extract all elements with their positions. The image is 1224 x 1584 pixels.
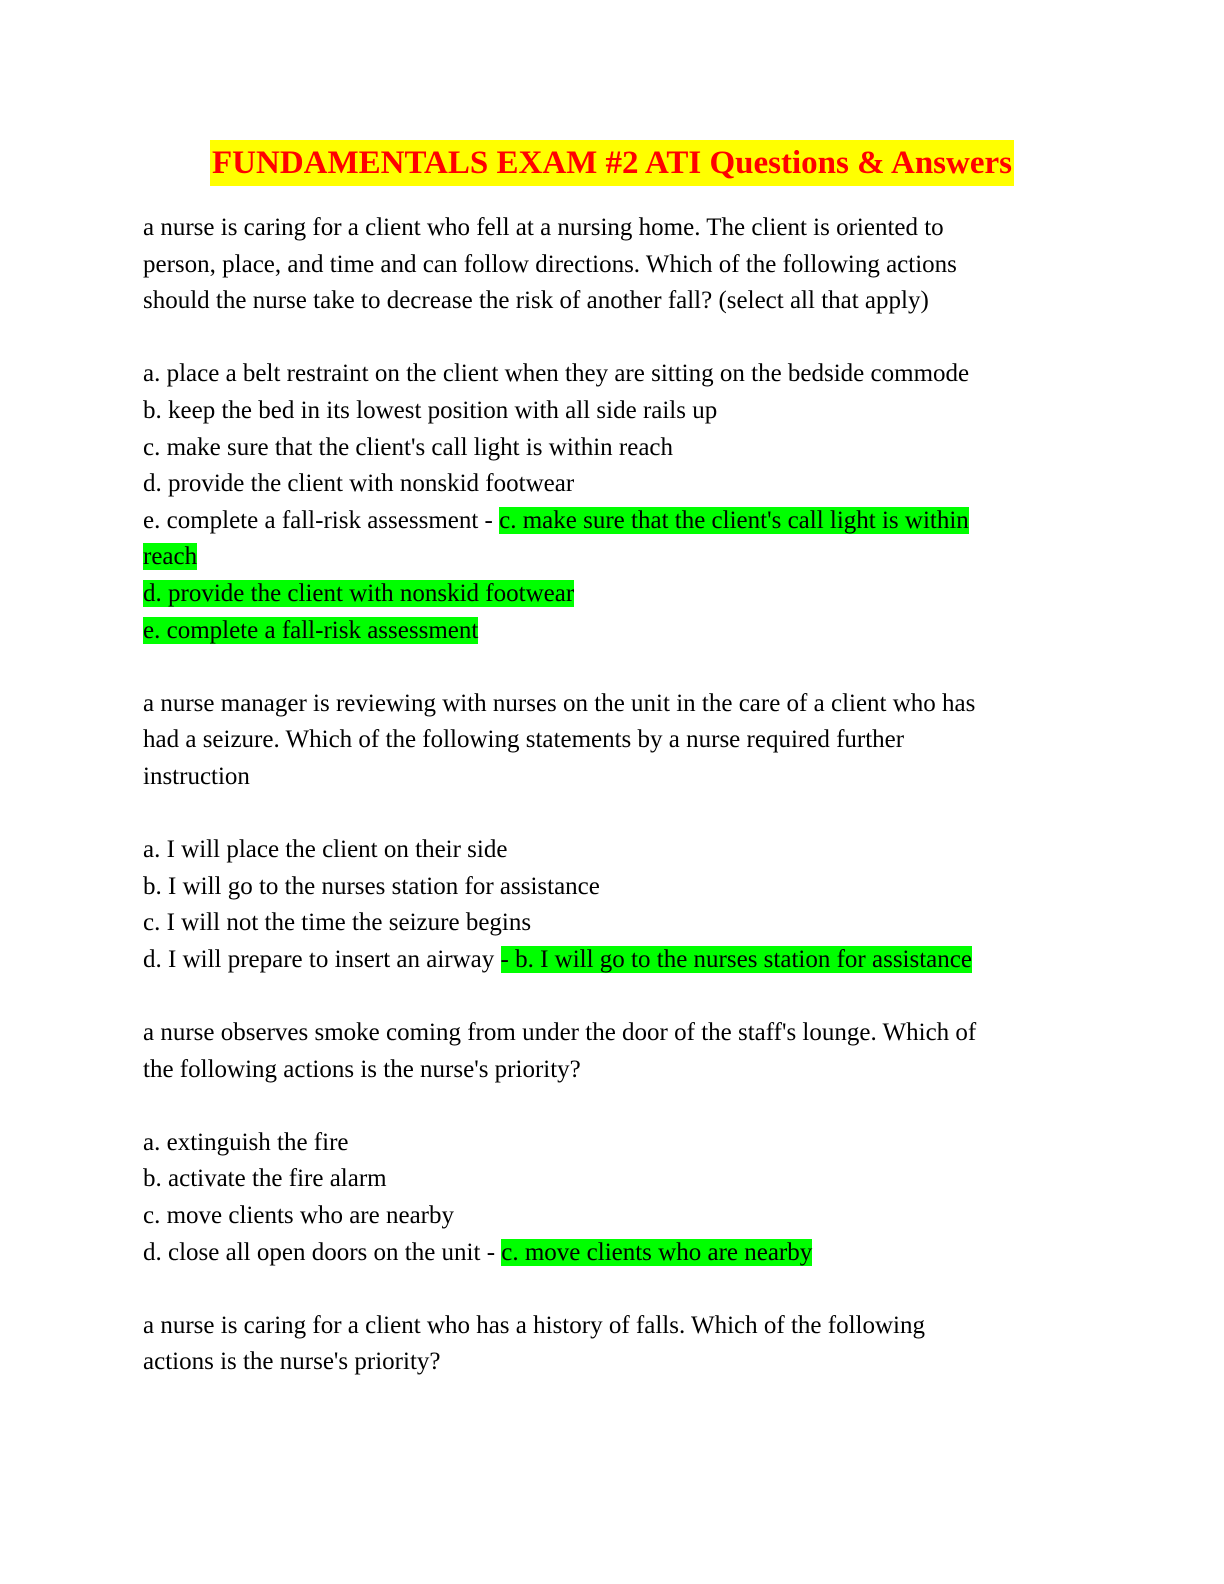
spacer [143, 320, 1083, 357]
answer-option: c. make sure that the client's call light is within reach [143, 433, 674, 461]
correct-answer-highlight: c. move clients who are nearby [501, 1238, 813, 1266]
spacer [143, 649, 1083, 686]
question-stem-line: had a seizure. Which of the following statements by a nurse required further [143, 726, 905, 754]
question-stem-line: instruction [143, 762, 250, 790]
title-wrap [0, 140, 1224, 186]
answer-option-with-key [143, 1235, 1083, 1272]
question-stem-line: a nurse is caring for a client who has a history of falls. Which of the following [143, 1311, 925, 1339]
question-1 [143, 210, 1083, 649]
answer-option: d. provide the client with nonskid footwear [143, 470, 575, 498]
question-4 [143, 1308, 1083, 1381]
answer-key-line [143, 613, 1083, 650]
answer-option: b. I will go to the nurses station for assistance [143, 872, 600, 900]
question-stem-line: person, place, and time and can follow directions. Which of the following actions [143, 250, 957, 278]
answer-option: a. I will place the client on their side [143, 836, 508, 864]
question-stem-line: actions is the nurse's priority? [143, 1348, 441, 1376]
answer-option: c. I will not the time the seizure begins [143, 909, 532, 937]
answer-option: c. move clients who are nearby [143, 1202, 454, 1230]
answer-option: d. close all open doors on the unit - [143, 1238, 496, 1266]
correct-answer-highlight: - b. I will go to the nurses station for assistance [500, 945, 972, 973]
question-stem-line: should the nurse take to decrease the risk of another fall? (select all that apply) [143, 287, 929, 315]
spacer [143, 796, 1083, 833]
correct-answer-highlight: c. make sure that the client's call light is within [499, 506, 969, 534]
answer-key-line [143, 576, 1083, 613]
document-title: FUNDAMENTALS EXAM #2 ATI Questions & Answers [210, 140, 1014, 186]
answer-option: b. keep the bed in its lowest position with all side rails up [143, 396, 718, 424]
correct-answer-highlight: e. complete a fall-risk assessment [143, 616, 479, 644]
spacer [143, 978, 1083, 1015]
answer-option: b. activate the fire alarm [143, 1165, 387, 1193]
question-3 [143, 1015, 1083, 1271]
answer-option: a. extinguish the fire [143, 1128, 349, 1156]
answer-option: d. I will prepare to insert an airway [143, 945, 495, 973]
correct-answer-highlight: reach [143, 543, 198, 571]
answer-option: a. place a belt restraint on the client when they are sitting on the bedside commode [143, 360, 970, 388]
question-stem-line: a nurse observes smoke coming from under the door of the staff's lounge. Which of [143, 1019, 977, 1047]
question-stem-line: the following actions is the nurse's priority? [143, 1055, 581, 1083]
correct-answer-highlight: d. provide the client with nonskid footwear [143, 579, 575, 607]
question-stem-line: a nurse is caring for a client who fell at a nursing home. The client is oriented to [143, 214, 944, 241]
answer-option-with-key [143, 503, 1083, 540]
document-body [143, 210, 1083, 1381]
answer-key-line [143, 539, 1083, 576]
spacer [143, 1271, 1083, 1308]
spacer [143, 1088, 1083, 1125]
question-2 [143, 686, 1083, 979]
answer-option: e. complete a fall-risk assessment - [143, 506, 493, 534]
question-stem-line: a nurse manager is reviewing with nurses on the unit in the care of a client who has [143, 689, 976, 717]
answer-option-with-key [143, 942, 1083, 979]
